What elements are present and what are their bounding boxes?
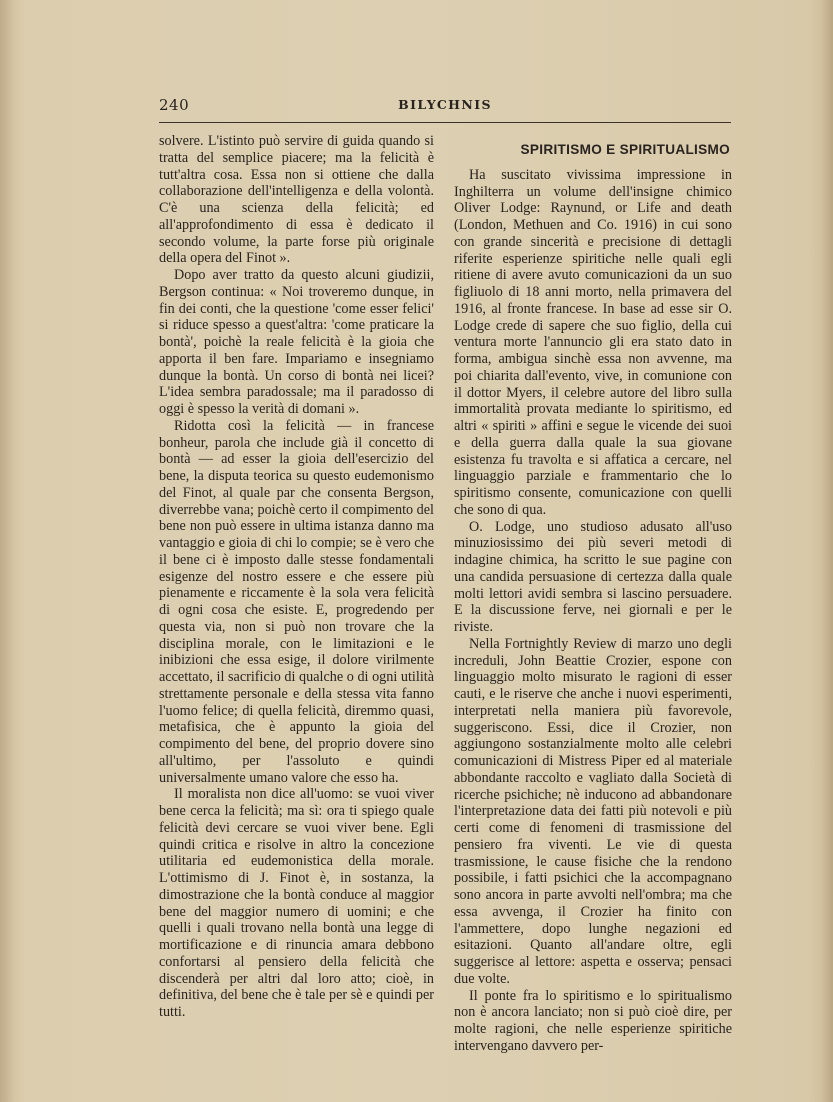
left-column: [159, 133, 434, 1021]
running-title: BILYCHNIS: [398, 97, 492, 112]
paragraph: solvere. L'istinto può servire di guida quando si tratta del semplice piacere; ma la felicità è tutt'altra cosa. Essa non si ottiene che dalla collaborazione dell'intelligenza e della volontà. C'è una scienza della felicità; ed all'approfondimento di essa è dedicato il secondo volume, la parte forse più originale della opera del Finot ».: [159, 133, 434, 267]
paragraph: Il moralista non dice all'uomo: se vuoi viver bene cerca la felicità; ma sì: ora ti spiego quale felicità devi cercare se vuoi viver bene. Egli quindi critica e risolve in altro la concezione utilitaria ed eudemonistica della morale. L'ottimismo di J. Finot è, in sostanza, la dimostrazione che la bontà conduce al maggior bene del maggior numero di uomini; e che quelli i quali trovano nella bontà una legge di mortificazione e di rinuncia amara debbono confortarsi al pensiero della felicità che discenderà per altri dal loro atto; cioè, in definitiva, del bene che è tale per sè e quindi per tutti.: [159, 786, 434, 1020]
paragraph: Ha suscitato vivissima impressione in Inghilterra un volume dell'insigne chimico Oliver Lodge: Raynund, or Life and death (London, Methuen and Co. 1916) in cui sono con grande sincerità e precisione di dettagli riferite esperienze spiritiche nelle quali egli ritiene di avere avuto comunicazioni da un suo figliuolo di 18 anni morto, nella primavera del 1916, al fronte francese. In base ad esse sir O. Lodge crede di sapere che suo figlio, della cui ventura morte l'annuncio gli era stato dato in forma, ambigua sinchè essa non avvenne, ma poi chiarita dall'evento, vive, in comunione con il dottor Myers, il celebre autore del libro sulla immortalità provata mediante lo spiritismo, ed altri « spiriti » affini e segue le vicende dei suoi e della guerra dalla quale la sua giovane esistenza fu travolta e si affatica a cercare, nel linguaggio parziale e frammentario che lo spiritismo consente, comunicazione con quelli che sono di qua.: [454, 166, 732, 518]
page-number: 240: [159, 96, 190, 114]
page-edge-shadow-left: [0, 0, 14, 1102]
paragraph: Dopo aver tratto da questo alcuni giudizii, Bergson continua: « Noi troveremo dunque, in fin dei conti, che la questione 'come esser felici' si riduce spesso a quest'altra: 'come praticare la bontà', poichè la reale felicità è la gioia che apporta il ben fare. Impariamo e insegniamo dunque la bontà. Un corso di bontà nei licei? L'idea sembra paradossale; ma il paradosso di oggi è spesso la verità di domani ».: [159, 267, 434, 417]
paragraph: Il ponte fra lo spiritismo e lo spiritualismo non è ancora lanciato; non si può cioè dire, per molte ragioni, che nelle esperienze spiritiche intervengano davvero per-: [454, 987, 732, 1054]
section-title: SPIRITISMO E SPIRITUALISMO: [520, 142, 730, 157]
right-column: [454, 142, 732, 1055]
paragraph: Ridotta così la felicità — in francese bonheur, parola che include già il concetto di bontà — ad esser la gioia dell'esercizio del bene, la disputa teorica su questo eudemonismo del Finot, al quale par che consenta Bergson, diverrebbe vana; poichè certo il compimento del bene non può essere in ultima istanza danno ma vantaggio e gioia di chi lo compie; se è vero che il bene ci è imposto dalle stesse fondamentali esigenze del nostro essere e che essere più pienamente e riccamente è la sola vera felicità di ogni cosa che esiste. E, progredendo per questa via, non si può non trovare che la disciplina morale, con le limitazioni e le inibizioni che essa esige, il dolore virilmente accettato, il sacrificio di qualche o di ogni utilità strettamente personale e della stessa vita fanno l'uomo felice; di quella felicità, diremmo quasi, metafisica, che è appunto la gioia del compimento del bene, del proprio dovere sino all'ultimo, per l'assoluto e quindi universalmente umano valore che esso ha.: [159, 417, 434, 786]
paragraph: Nella Fortnightly Review di marzo uno degli increduli, John Beattie Crozier, espone con linguaggio molto misurato le ragioni di esser cauti, e le riserve che anche i nuovi esperimenti, interpretati nella maniera più favorevole, suggeriscono. Essi, dice il Crozier, non aggiungono sostanzialmente molto alle celebri comunicazioni di Mistress Piper ed al materiale abbondante raccolto e vagliato dalla Società di ricerche psichiche; nè inducono ad abbandonare l'interpretazione data dei fatti più notevoli e più certi come di fenomeni di trasmissione del pensiero fra viventi. Le vie di questa trasmissione, le cause fisiche che la rendono possibile, i fatti psichici che la accompagnano sono ancora in parte avvolti nell'ombra; ma che essa avvenga, il Crozier ha finito con l'ammettere, dopo lunghe negazioni ed esitazioni. Quanto all'andare oltre, egli suggerisce al lettore: aspetta e osserva; pensaci due volte.: [454, 635, 732, 987]
page-edge-shadow-right: [821, 0, 833, 1102]
paragraph: O. Lodge, uno studioso adusato all'uso minuziosissimo dei più severi metodi di indagine chimica, ha scritto le sue pagine con una candida persuasione di certezza dalla quale molti lettori avidi sembra si lascino persuadere. E la discussione ferve, nei giornali e per le riviste.: [454, 518, 732, 635]
page-header: [159, 96, 731, 123]
